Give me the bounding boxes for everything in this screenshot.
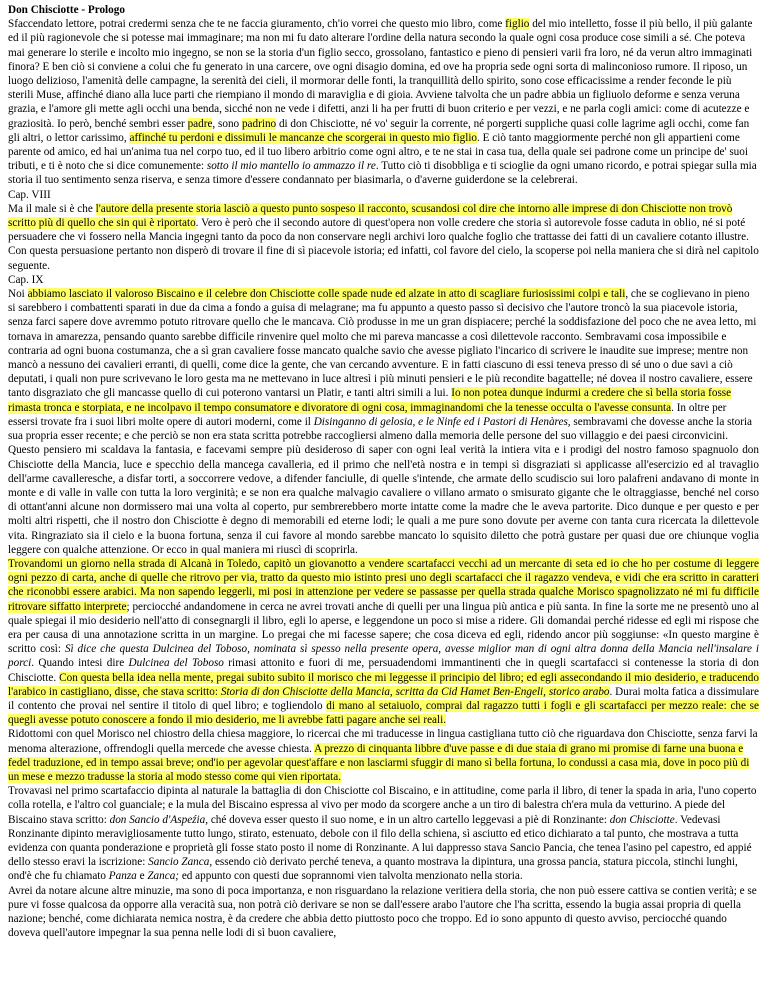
text-run: sembravami che dovesse anche la storia sua propria esser recente; e che perciò se non era stata scritta potrebbe raccogliersi almeno dalla memoria delle persone del suo villaggio e dei paesi circonvicini. (8, 415, 753, 443)
text-run: . Quando intesi dire (31, 657, 129, 670)
text-run: . Vedevasi Ronzinante dipinto meravigliosamente tutto lungo, stirato, estenuato, debole con il filo della schiena, sì asciutto ed etico dichiarato a tal punto, che mostrava a tutta evidenza con quanta ponderazione e proprietà gli fosse stato posto il nome di Ronzinante. A lui dappresso stava Sancio Pancia, che tenea l'asino pel capestro, ed appié dello stesso eravi la iscrizione: (8, 813, 752, 869)
text-run: Sfaccendato lettore, potrai credermi senza che te ne faccia giuramento, ch'io vorrei che questo mio libro, come (8, 18, 506, 31)
highlighted-text: Trovandomi un giorno nella strada di Alcanà in Toledo, capitò un giovanotto a vendere scartafacci vecchi ad un mercante di seta ed io che ho per costume di leggere ogni pezzo di carta, anche di quelle che ritrovo per via, tratto da questo mio istinto presi uno degli scartafacci che il ragazzo vendeva, e vidi che era scritto in caratteri che riconobbi essere arabici. Ma non sapendo leggerli, mi posi in attenzione per vedere se passasse per quella strada qualche Morisco spagnolizzato né mi fu difficile ritrovare siffatto interprete (8, 557, 759, 613)
highlighted-text: A prezzo di cinquanta libbre d'uve passe e di due staia di grano mi promise di farne una buona e fedel traduzione, ed in tempo assai breve; ond'io per agevolar quest'affare e non lasciarmi sfuggir di mano sì bella fortuna, lo condussi a casa mia, dove in poco più di un mese e mezzo tradusse la storia al modo stesso come qui vien riportata. (8, 742, 750, 783)
paragraph-cap-ix-1 (8, 287, 759, 443)
highlighted-text: padre (187, 117, 213, 130)
paragraph-cap-ix-heading (8, 273, 759, 287)
paragraph-cap-ix-4 (8, 727, 759, 784)
text-run: Dulcinea del Toboso (128, 657, 224, 670)
paragraph-cap-ix-5 (8, 784, 759, 883)
paragraph-cap-viii-heading (8, 188, 759, 202)
text-run: Noi (8, 288, 28, 301)
highlighted-text: l'autore della presente storia lasciò a questo punto sospeso il racconto, scusandosi col dire che intorno alle imprese di don Chisciotte non trovò scritto più di quello che sin qui è riportato (8, 202, 733, 230)
text-run: Sancio Zanca, (148, 856, 213, 869)
text-run: ; perciocché andandomene in cerca ne avrei trovati anche di quelli per una lingua più antica e più santa. In fine la sorte me ne presentò uno al quale spiegai il mio desiderio nell'atto di consegnargli il libro, egli lo aperse, e leggendone un poco si mise a ridere. Gli domandai perché ridesse ed egli mi rispose che era per causa di una annotazione scritta in un margine. Lo pregai che mi facesse sapere; che cosa diceva ed egli, ridendo ancor più soggiunse: «In questo margine è scritto così: (8, 600, 760, 656)
highlighted-text: padrino (241, 117, 277, 130)
text-run: Avrei da notare alcune altre minuzie, ma sono di poca importanza, e non risguardano la relazione veritiera della storia, che non può essere cattiva se contien verità; e se pure vi fosse qualcosa da opporre alla veracità sua, non potrà ciò derivare se non se dall'essere arabo l'autore che l'ha scritta, essendo la bugia assai propria di quella nazione; benché, come dichiarata nemica nostra, è da credere che abbia detto piuttosto poco che troppo. Ed io sono appunto di questo avviso, perciocché quando doveva quell'autore impegnar la sua penna nelle lodi di sì buon cavaliere, (8, 884, 757, 940)
text-run: . In oltre per essersi trovate fra i suoi libri molte opere di autori moderni, come il (8, 401, 727, 428)
paragraph-cap-viii (8, 202, 759, 273)
text-run: e (136, 870, 148, 883)
text-run: . E ciò tanto maggiormente perché non gli appartieni come parente od amico, ed hai un'anima tua nel corpo tuo, ed il tuo libero arbitrio come ogni altro, e te ne stai in casa tua, della quale sei padrone come un principe de' suoi tributi, e ti è noto che si dice comunemente: (8, 131, 748, 173)
highlighted-text: Storia di don Chisciotte della Mancia, scritta da Cid Hamet Ben-Engeli, storico arabo (220, 685, 610, 698)
text-run: sotto il mio mantello io ammazzo il re (206, 160, 376, 173)
highlighted-text: Io non potea dunque indurmi a credere che sì bella storia fosse rimasta tronca e storpiata, e ne incolpavo il tempo consumatore e divoratore di ogni cosa, immaginandomi che la tenesse occulta o l'avesse consunta (8, 387, 732, 414)
text-run: Panza (108, 870, 137, 883)
text-run: Disinganno di gelosia, e le Ninfe ed i Pastori di Henàres, (313, 415, 571, 428)
text-run: . Vero è però che il secondo autore di quest'opera non volle credere che storia sì autorevole fosse caduta in oblio, né si poté persuadere che vi fossero nella Mancia ingegni tanto da poco da non conservare negli archivi loro qualche foglio che trattasse dei fatti di un cavaliere cotanto illustre. Con questa persuasione pertanto non disperò di trovare il fine di sì piacevole istoria; ed infatti, col favore del cielo, la scoperse poi nella maniera che si dirà nel capitolo seguente. (8, 217, 759, 272)
highlighted-text: Con questa bella idea nella mente, pregai subito subito il morisco che mi leggesse il principio del libro; ed egli assecondando il mio desiderio, e traducendo l'arabico in castigliano, disse, che stava scritto: (8, 671, 759, 698)
text-run: , sono (212, 117, 242, 130)
highlighted-text: figlio (505, 18, 530, 31)
paragraph-cap-ix-2 (8, 443, 759, 557)
text-run: Cap. IX (8, 273, 44, 286)
paragraph-prologo (8, 17, 759, 187)
highlighted-text: abbiamo lasciato il valoroso Biscaino e il celebre don Chisciotte colle spade nude ed alzate in atto di scagliare furiosissimi colpi e tali (27, 288, 626, 301)
text-run: Questo pensiero mi scaldava la fantasia, e facevami sempre più desideroso di saper con ogni leal verità la intiera vita e i prodigi del nostro famoso spagnuolo don Chisciotte della Mancia, luce e specchio della mancega cavalleria, ed il primo che nell'età nostra e in tempi sì disgraziati si applicasse all'esercizio ed al travaglio dell'arme cavalleresche, a disfar torti, a soccorrere vedove, a difender fanciulle, di quelle s'intende, che armate dello scudiscio sui loro palafreni andavano di monte in monte e di valle in valle con tutta la loro verginità; e se non era qualche malvagio cavaliere o villano armato o smisurato gigante che le oltraggiasse, benché nel corso di ottant'anni alcune non dormissero mai una volta al coperto, pur sembrerebbero morte intatte come la madre che le aveva partorite. Dico dunque e per questo e per molti altri rispetti, che il nostro don Chisciotte è degno di memorabili ed eterne lodi; le quali a me pure sono dovute per averne con tanta cura ricercata la dilettevole vita. Ringraziato sia il cielo e la buona fortuna, senza il cui favore al mondo sarebbe mancato lo squisito diletto che potrà gustare per quasi due ore chiunque voglia leggere con qualche attenzione. Or ecco in qual maniera mi riuscì di scoprirla. (8, 444, 759, 556)
text-run: . Durai molta fatica a dissimulare il contento che provai nel sentire il titolo di quel libro; e togliendolo (8, 685, 759, 712)
text-run: Trovavasi nel primo scartafaccio dipinta al naturale la battaglia di don Chisciotte col Biscaino, e in attitudine, come parla il libro, di tener la spada in aria, l'uno coperto colla rotella, e l'altro col guanciale; e la mula del Biscaino espressa al vivo per modo da scorgere anche a un tiro di balestra ch'era mula da vetturino. A piede del Biscaino stava scritto: (8, 785, 757, 826)
highlighted-text: affinché tu perdoni e dissimuli le mancanze che scorgerai in questo mio figlio (129, 131, 478, 144)
text-run: essendo ciò derivato perché teneva, a quanto mostrava la dipintura, una grossa pancia, statura piccola, stinchi lunghi, ond'è che fu chiamato (8, 856, 738, 883)
paragraph-cap-ix-3 (8, 557, 759, 727)
text-run: Ma il male si è che (8, 202, 96, 215)
text-run: ed appunto con questi due soprannomi vien talvolta menzionato nella storia. (179, 870, 523, 883)
text-run: rimasi attonito e fuori di me, persuadendomi immantinenti che in quegli scartafacci si contenesse la storia di don Chisciotte. (8, 657, 759, 684)
text-run: don Sancio d'Aspeźia (109, 813, 206, 826)
text-run: Zanca; (147, 870, 180, 883)
document-body (8, 17, 759, 940)
highlighted-text: di mano al setaiuolo, comprai dal ragazzo tutti i fogli e gli scartafacci per mezzo reale: che se quegli avesse potuto conoscere a fondo il mio desiderio, me li avrebbe fatti pagare anche sei reali. (8, 699, 759, 727)
text-run: . Tutto ciò ti disobbliga e ti scioglie da ogni umano ricordo, e potrai spiegar sulla mia storia il tuo sentimento senza riserva, e senza timore d'essere condannato per biasimarla, o d'averne guiderdone se la celebrerai. (8, 160, 757, 187)
paragraph-cap-ix-6 (8, 884, 759, 941)
text-run: del mio intelletto, fosse il più bello, il più galante ed il più ragionevole che si potesse mai immaginare; ma non mi fu dato alterare l'ordine della natura secondo la quale ogni cosa produce cose simili a sé. Che poteva mai generare lo sterile e incolto mio ingegno, se non se la storia d'un figlio secco, grossolano, fantastico e pieno di pensieri varii fra loro, né da verun altro immaginati finora? E ben ciò si conviene a colui che fu generato in una carcere, ove ogni disagio domina, ed ove ha propria sede ogni sorta di malinconioso rumore. Il riposo, un luogo delizioso, l'amenità delle campagne, la serenità dei cieli, il mormorar delle fonti, la tranquillità dello spirito, sono cose efficacissime a render feconde le più sterili Muse, affinché diano alla luce parti che riempiano il mondo di maraviglia e di gioia. Avviene talvolta che un padre abbia un figliuolo deforme e senza veruna grazia, e l'amore gli mette agli occhi una benda, sicché non ne vede i difetti, anzi li ha per frutti di buon criterio e per vezzi, e ne parla cogli amici: come di acutezze e graziosità. Io però, benché sembri esser (8, 18, 753, 130)
text-run: , ché doveva esser questo il suo nome, e in un altro cartello leggevasi a piè di Ronzinante: (205, 813, 610, 826)
text-run: , che se coglievano in pieno si sarebbero i combattenti sparati in due da cima a fondo a guisa di melagrane; ma fu appunto a questo passo sì decisivo che l'autore troncò la sua piacevole istoria, senza farci sapere dove avremmo potuto ritrovare quello che le mancava. Ciò produsse in me un gran dispiacere; perché la soddisfazione del poco che ne avea letto, mi tornava in amarezza, pensando quanto sarebbe difficile rinvenire quel molto che mi pareva mancasse a così dilettevole racconto. Sembravami cosa impossibile e contraria ad ogni buona costumanza, che a sì gran cavaliere fosse mancato qualche savio che avesse pigliato l'incarico di scrivere le inaudite sue imprese; mentre non mancò a nessuno dei cavalieri erranti, di quelli, come dice la gente, che van cercando avventure. E in fatti ciascuno di essi teneva presso di sé uno o due savi a ciò deputati, i quali non pure scrivevano le loro gesta ma ne mettevano in luce altresì i più minuti pensieri e le più recondite bagattelle; né dovea il nostro cavaliere, essere tanto disgraziato che gli mancasse quello di cui poterono vantarsi un Platir, e tanti altri simili a lui. (8, 288, 757, 400)
text-run: Ridottomi con quel Morisco nel chiostro della chiesa maggiore, lo ricercai che mi traducesse in lingua castigliana tutto ciò che riguardava don Chisciotte, senza farvi la menoma alterazione, offrendogli quella mercede che avesse chiesta. (8, 728, 758, 755)
text-run: di don Chisciotte, né vo' seguir la corrente, né porgerti suppliche quasi colle lagrime agli occhi, come fan gli altri, o lettor carissimo, (8, 117, 750, 144)
text-run: don Chisciotte (609, 813, 675, 826)
text-run: Sì dice che questa Dulcinea del Toboso, nominata sì spesso nella presente opera, avesse miglior man di ogni altra donna della Mancia nell'insalare i porci (8, 643, 759, 670)
text-run: Cap. VIII (8, 188, 51, 201)
document-title: Don Chisciotte - Prologo (8, 4, 125, 16)
